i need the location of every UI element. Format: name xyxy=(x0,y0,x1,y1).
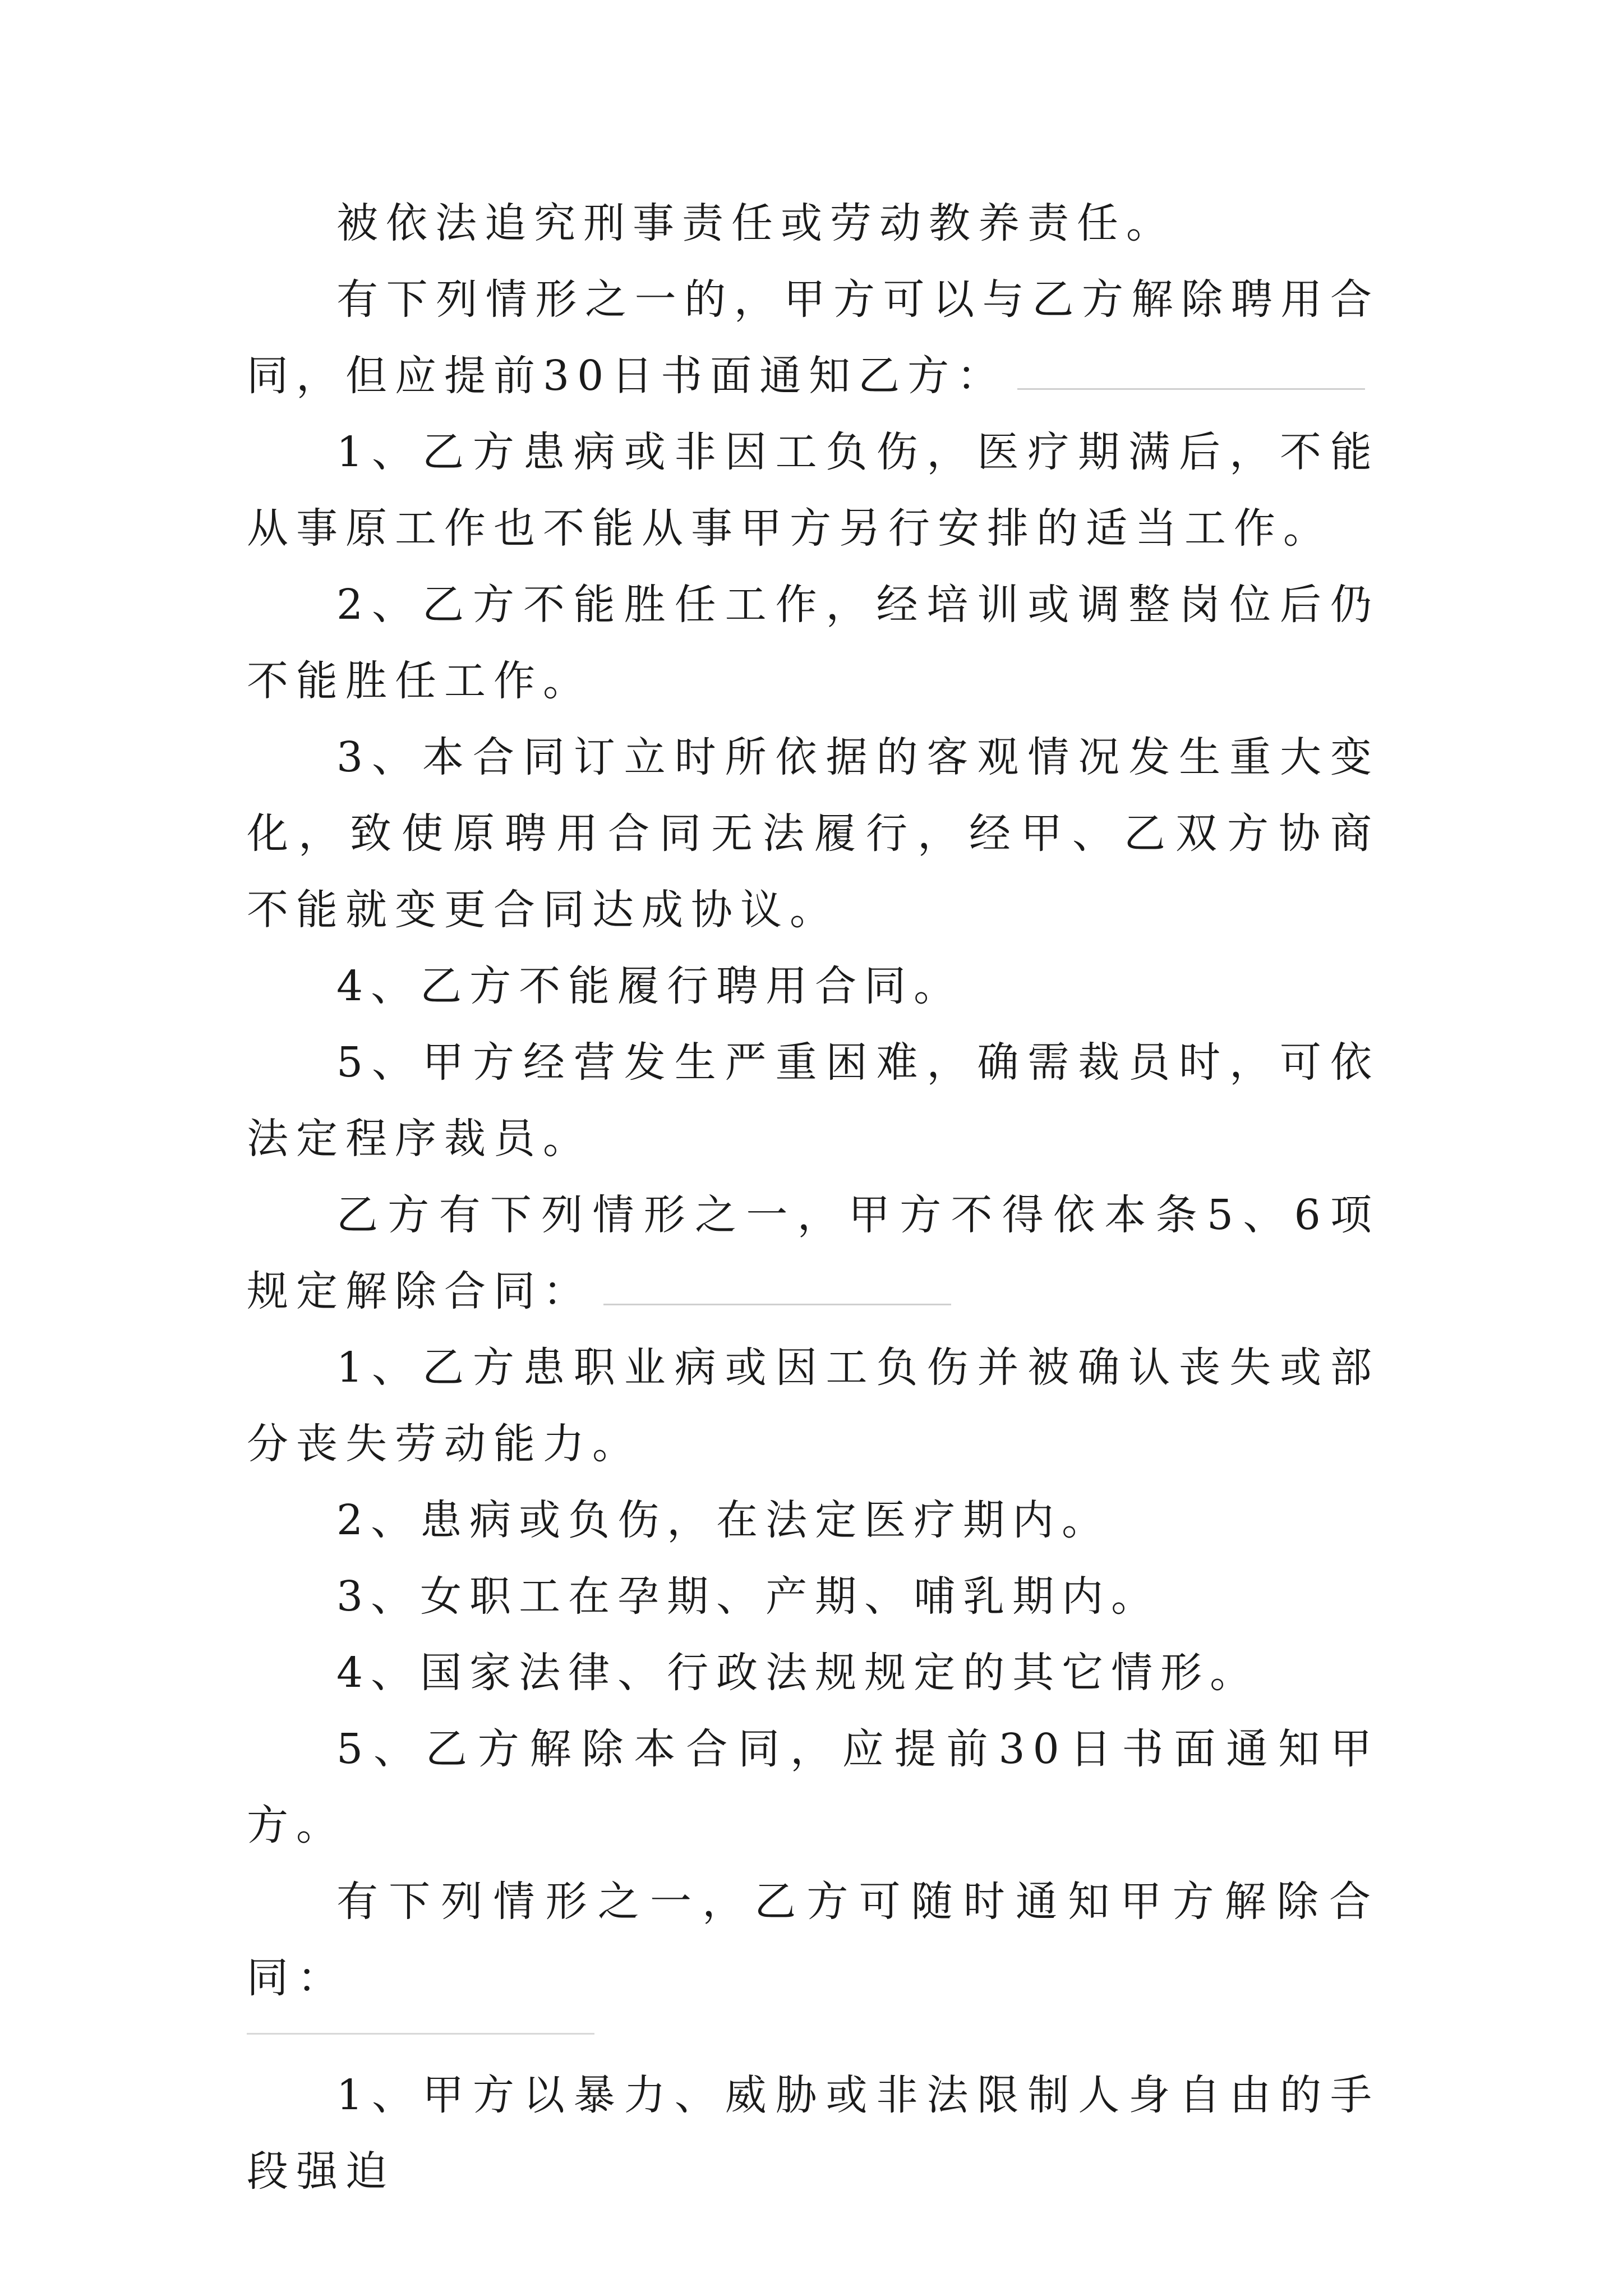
list-item: 2、患病或负伤，在法定医疗期内。 xyxy=(336,1496,1112,1544)
list-item: 1、乙方患病或非因工负伤，医疗期满后，不能从事原工作也不能从事甲方另行安排的适当工作。 xyxy=(247,428,1380,553)
list-item: 3、女职工在孕期、产期、哺乳期内。 xyxy=(336,1572,1161,1621)
fill-in-blank-line[interactable] xyxy=(1017,387,1365,390)
list-item: 2、乙方不能胜任工作，经培训或调整岗位后仍不能胜任工作。 xyxy=(247,581,1380,705)
paragraph: 乙方有下列情形之一，甲方不得依本条5、6项规定解除合同： xyxy=(247,1191,1380,1315)
list-item: 3、本合同订立时所依据的客观情况发生重大变化，致使原聘用合同无法履行，经甲、乙双方协商不能就变更合同达成协议。 xyxy=(247,733,1380,934)
list-item: 4、国家法律、行政法规规定的其它情形。 xyxy=(336,1649,1260,1697)
list-item: 5、甲方经营发生严重困难，确需裁员时，可依法定程序裁员。 xyxy=(247,1038,1380,1163)
paragraph: 有下列情形之一，乙方可随时通知甲方解除合同： xyxy=(247,1878,1380,2002)
list-item: 1、乙方患职业病或因工负伤并被确认丧失或部分丧失劳动能力。 xyxy=(247,1343,1380,1468)
fill-in-blank-line[interactable] xyxy=(603,1303,951,1305)
list-item: 4、乙方不能履行聘用合同。 xyxy=(336,962,963,1010)
fill-in-blank-line[interactable] xyxy=(247,2033,594,2035)
list-item: 5、乙方解除本合同，应提前30日书面通知甲方。 xyxy=(247,1725,1380,1849)
paragraph: 有下列情形之一的，甲方可以与乙方解除聘用合同，但应提前30日书面通知乙方： xyxy=(247,275,1380,400)
paragraph: 被依法追究刑事责任或劳动教养责任。 xyxy=(336,199,1175,247)
document-body xyxy=(247,185,1380,2210)
list-item: 1、甲方以暴力、威胁或非法限制人身自由的手段强迫 xyxy=(247,2071,1380,2196)
